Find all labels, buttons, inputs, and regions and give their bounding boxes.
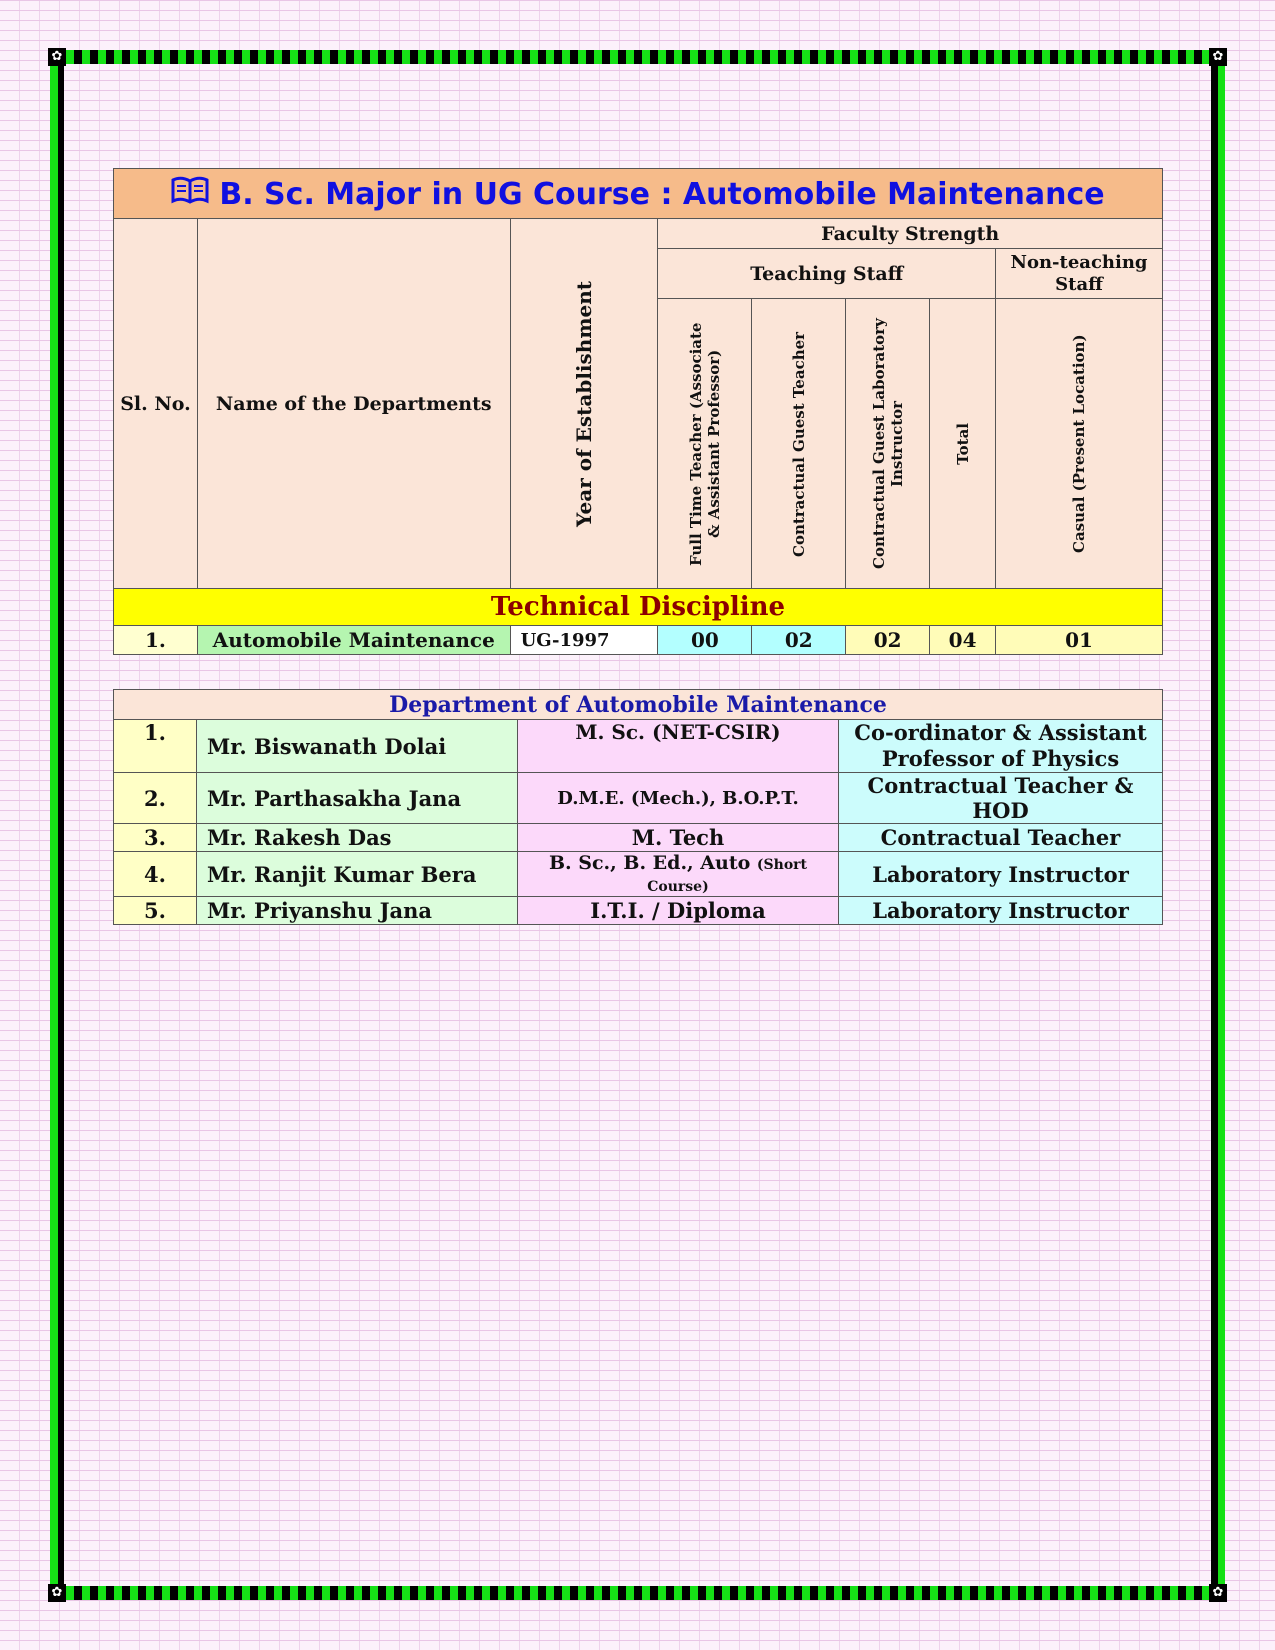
staff-sl: 1. bbox=[114, 720, 197, 773]
row-total: 04 bbox=[930, 626, 996, 655]
row-full-time: 00 bbox=[658, 626, 752, 655]
table-row bbox=[114, 720, 1163, 773]
row-guest-lab: 02 bbox=[846, 626, 930, 655]
table-row bbox=[114, 773, 1163, 824]
staff-qualification-main: B. Sc., B. Ed., Auto bbox=[548, 852, 751, 874]
book-icon bbox=[171, 176, 209, 212]
staff-qualification-note: (Short Course) bbox=[647, 857, 808, 895]
table-row bbox=[114, 897, 1163, 925]
header-faculty-strength: Faculty Strength bbox=[658, 219, 1163, 249]
header-casual bbox=[996, 299, 1163, 589]
staff-role: Contractual Teacher bbox=[839, 824, 1163, 852]
table-row bbox=[114, 824, 1163, 852]
faculty-strength-table bbox=[113, 168, 1163, 655]
header-non-teaching-staff: Non-teaching Staff bbox=[996, 249, 1163, 299]
staff-role: Contractual Teacher & HOD bbox=[839, 773, 1163, 824]
row-guest-teacher: 02 bbox=[752, 626, 846, 655]
row-casual: 01 bbox=[996, 626, 1163, 655]
header-full-time-text: Full Time Teacher (Associate & Assistant Professor) bbox=[686, 321, 723, 566]
header-total-text: Total bbox=[953, 422, 972, 465]
page-title-text: B. Sc. Major in UG Course : Automobile Maintenance bbox=[219, 176, 1105, 212]
page-title bbox=[114, 169, 1163, 219]
corner-ornament-icon: ✿ bbox=[1209, 1584, 1227, 1602]
header-guest-lab-text: Contractual Guest Laboratory Instructor bbox=[869, 318, 906, 569]
header-guest-lab bbox=[846, 299, 930, 589]
staff-name: Mr. Priyanshu Jana bbox=[197, 897, 518, 925]
staff-name: Mr. Rakesh Das bbox=[197, 824, 518, 852]
staff-sl: 2. bbox=[114, 773, 197, 824]
staff-qualification: I.T.I. / Diploma bbox=[518, 897, 839, 925]
corner-ornament-icon: ✿ bbox=[48, 48, 66, 66]
corner-ornament-icon: ✿ bbox=[1209, 48, 1227, 66]
staff-sl: 3. bbox=[114, 824, 197, 852]
staff-role: Laboratory Instructor bbox=[839, 852, 1163, 897]
staff-qualification: M. Tech bbox=[518, 824, 839, 852]
header-sl-no: Sl. No. bbox=[114, 219, 198, 589]
staff-qualification bbox=[518, 852, 839, 897]
staff-qualification: D.M.E. (Mech.), B.O.P.T. bbox=[518, 773, 839, 824]
header-year-text: Year of Establishment bbox=[572, 280, 597, 527]
table-row bbox=[114, 626, 1163, 655]
header-teaching-staff: Teaching Staff bbox=[658, 249, 996, 299]
table-row bbox=[114, 852, 1163, 897]
staff-role: Laboratory Instructor bbox=[839, 897, 1163, 925]
staff-name: Mr. Ranjit Kumar Bera bbox=[197, 852, 518, 897]
header-year bbox=[510, 219, 658, 589]
staff-name: Mr. Biswanath Dolai bbox=[197, 720, 518, 773]
header-guest-teacher bbox=[752, 299, 846, 589]
header-total bbox=[930, 299, 996, 589]
department-staff-table bbox=[113, 689, 1163, 925]
header-casual-text: Casual (Present Location) bbox=[1070, 334, 1089, 553]
header-guest-teacher-text: Contractual Guest Teacher bbox=[789, 330, 808, 557]
header-department-name: Name of the Departments bbox=[197, 219, 510, 589]
corner-ornament-icon: ✿ bbox=[48, 1584, 66, 1602]
header-full-time bbox=[658, 299, 752, 589]
row-year: UG-1997 bbox=[510, 626, 658, 655]
discipline-heading: Technical Discipline bbox=[114, 589, 1163, 626]
staff-role: Co-ordinator & Assistant Professor of Physics bbox=[839, 720, 1163, 773]
staff-name: Mr. Parthasakha Jana bbox=[197, 773, 518, 824]
row-sl: 1. bbox=[114, 626, 198, 655]
row-department-name: Automobile Maintenance bbox=[197, 626, 510, 655]
staff-qualification: M. Sc. (NET-CSIR) bbox=[518, 720, 839, 773]
staff-sl: 5. bbox=[114, 897, 197, 925]
staff-sl: 4. bbox=[114, 852, 197, 897]
department-heading: Department of Automobile Maintenance bbox=[114, 690, 1163, 720]
